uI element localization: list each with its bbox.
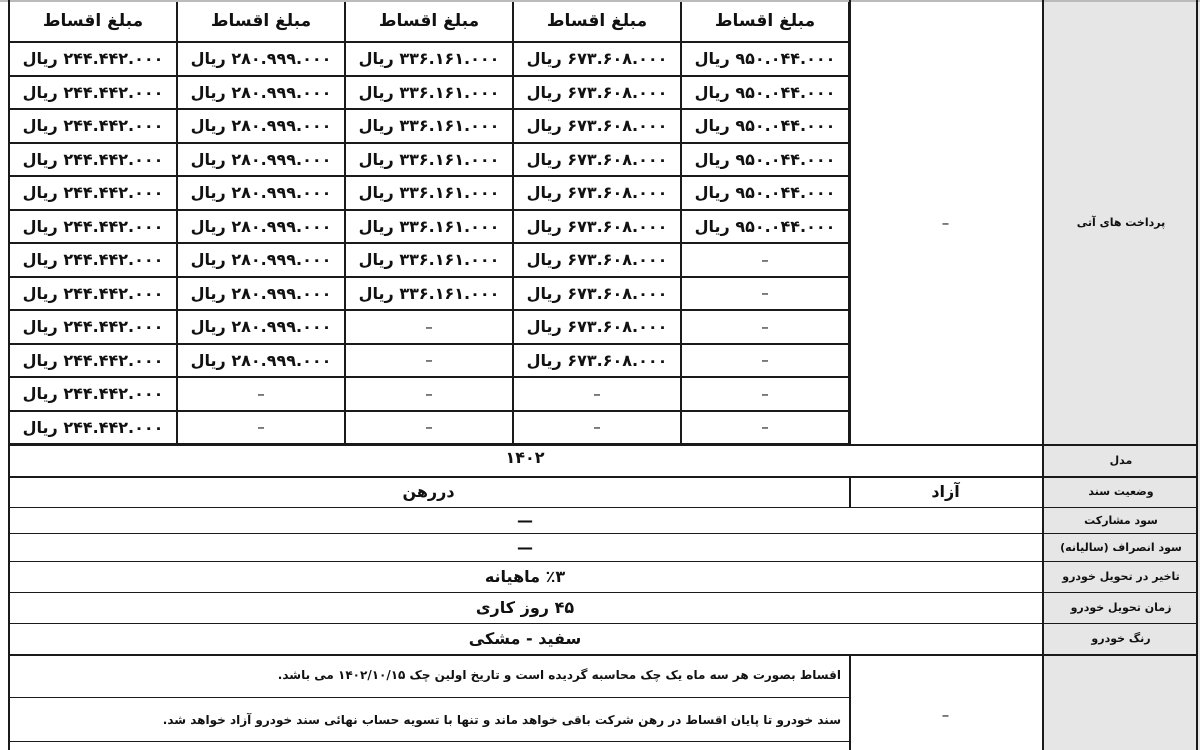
installment-amount: ۲۴۴.۴۴۲.۰۰۰ ریال [9, 176, 177, 210]
notes-label-background [1042, 654, 1200, 750]
border-row-533 [8, 533, 1198, 534]
installment-empty: – [177, 411, 345, 445]
installment-amount: ۳۳۶.۱۶۱.۰۰۰ ریال [345, 76, 513, 110]
installment-amount: ۲۸۰.۹۹۹.۰۰۰ ریال [177, 109, 345, 143]
installment-amount: ۹۵۰.۰۴۴.۰۰۰ ریال [681, 210, 849, 244]
installment-amount: ۲۴۴.۴۴۲.۰۰۰ ریال [9, 344, 177, 378]
installment-amount: ۶۷۳.۶۰۸.۰۰۰ ریال [513, 243, 681, 277]
installment-empty: – [345, 411, 513, 445]
installment-amount: ۲۴۴.۴۴۲.۰۰۰ ریال [9, 76, 177, 110]
installment-amount: ۶۷۳.۶۰۸.۰۰۰ ریال [513, 42, 681, 76]
installment-amount: ۲۴۴.۴۴۲.۰۰۰ ریال [9, 310, 177, 344]
border-left [8, 0, 10, 750]
border-notes-divider [849, 654, 851, 750]
car-color-label: رنگ خودرو [1042, 623, 1200, 654]
installment-amount: ۶۷۳.۶۰۸.۰۰۰ ریال [513, 143, 681, 177]
border-row-476 [8, 476, 1198, 478]
border-status-divider [849, 476, 851, 507]
installment-empty: – [345, 377, 513, 411]
border-right [1196, 0, 1198, 750]
border-label-left [1042, 0, 1044, 750]
installment-amount: ۲۸۰.۹۹۹.۰۰۰ ریال [177, 310, 345, 344]
border-side-left [849, 0, 851, 445]
installment-empty: – [681, 411, 849, 445]
border-note-divider [8, 697, 849, 698]
installment-empty: – [681, 277, 849, 311]
border-row-623 [8, 623, 1198, 624]
model-label: مدل [1042, 445, 1200, 476]
installment-amount: ۹۵۰.۰۴۴.۰۰۰ ریال [681, 176, 849, 210]
installment-empty: – [681, 344, 849, 378]
installment-amount: ۶۷۳.۶۰۸.۰۰۰ ریال [513, 310, 681, 344]
delivery-delay-label: تاخیر در تحویل خودرو [1042, 561, 1200, 592]
installment-empty: – [177, 377, 345, 411]
installment-amount: ۹۵۰.۰۴۴.۰۰۰ ریال [681, 143, 849, 177]
installment-amount: ۶۷۳.۶۰۸.۰۰۰ ریال [513, 344, 681, 378]
installment-amount: ۲۴۴.۴۴۲.۰۰۰ ریال [9, 277, 177, 311]
installment-amount: ۳۳۶.۱۶۱.۰۰۰ ریال [345, 143, 513, 177]
installment-amount: ۲۴۴.۴۴۲.۰۰۰ ریال [9, 42, 177, 76]
note-line-2: سند خودرو تا پایان اقساط در رهن شرکت باقی خواهد ماند و تنها با تسویه حساب نهائی سند خودرو آزاد خواهد شد. [162, 713, 841, 727]
car-color-value: سفید - مشکی [468, 629, 582, 648]
border-row-592 [8, 592, 1198, 593]
installment-amount: ۳۳۶.۱۶۱.۰۰۰ ریال [345, 277, 513, 311]
border-note-bottom [8, 741, 849, 742]
delivery-delay-value: ٪۳ ماهیانه [484, 567, 566, 586]
installment-amount: ۲۸۰.۹۹۹.۰۰۰ ریال [177, 42, 345, 76]
future-payments-label: پرداخت های آتی [1042, 0, 1200, 445]
installment-amount: ۲۸۰.۹۹۹.۰۰۰ ریال [177, 344, 345, 378]
installment-amount: ۹۵۰.۰۴۴.۰۰۰ ریال [681, 76, 849, 110]
installment-amount: ۲۴۴.۴۴۲.۰۰۰ ریال [9, 377, 177, 411]
border-row-654 [8, 654, 1198, 656]
installment-empty: – [513, 377, 681, 411]
installment-amount: ۲۴۴.۴۴۲.۰۰۰ ریال [9, 243, 177, 277]
notes-side-value: – [941, 706, 950, 724]
delivery-time-value: ۴۵ روز کاری [475, 598, 575, 617]
installment-amount: ۶۷۳.۶۰۸.۰۰۰ ریال [513, 109, 681, 143]
document-status-free: آزاد [931, 482, 960, 501]
installment-amount: ۲۴۴.۴۴۲.۰۰۰ ریال [9, 210, 177, 244]
document-status-mortgaged: دررهن [402, 482, 455, 501]
installment-empty: – [681, 377, 849, 411]
installment-amount: ۳۳۶.۱۶۱.۰۰۰ ریال [345, 243, 513, 277]
installment-amount: ۲۸۰.۹۹۹.۰۰۰ ریال [177, 210, 345, 244]
installment-column-header: مبلغ اقساط [513, 0, 681, 42]
installment-amount: ۲۴۴.۴۴۲.۰۰۰ ریال [9, 109, 177, 143]
installment-empty: – [513, 411, 681, 445]
installment-empty: – [345, 310, 513, 344]
installment-empty: – [681, 310, 849, 344]
installment-column-header: مبلغ اقساط [681, 0, 849, 42]
installment-column-header: مبلغ اقساط [9, 0, 177, 42]
installment-amount: ۶۷۳.۶۰۸.۰۰۰ ریال [513, 277, 681, 311]
installment-amount: ۳۳۶.۱۶۱.۰۰۰ ریال [345, 210, 513, 244]
future-payments-side-value: – [941, 213, 950, 232]
installment-amount: ۶۷۳.۶۰۸.۰۰۰ ریال [513, 76, 681, 110]
installment-amount: ۲۸۰.۹۹۹.۰۰۰ ریال [177, 176, 345, 210]
border-row-507 [8, 507, 1198, 508]
installment-amount: ۲۸۰.۹۹۹.۰۰۰ ریال [177, 243, 345, 277]
installment-column-header: مبلغ اقساط [345, 0, 513, 42]
note-line-1: اقساط بصورت هر سه ماه یک چک محاسبه گردیده است و تاریخ اولین چک ۱۴۰۲/۱۰/۱۵ می باشد. [277, 668, 841, 682]
installment-amount: ۲۸۰.۹۹۹.۰۰۰ ریال [177, 277, 345, 311]
installment-amount: ۲۴۴.۴۴۲.۰۰۰ ریال [9, 411, 177, 445]
installment-amount: ۳۳۶.۱۶۱.۰۰۰ ریال [345, 42, 513, 76]
border-row-561 [8, 561, 1198, 562]
installment-amount: ۳۳۶.۱۶۱.۰۰۰ ریال [345, 109, 513, 143]
installment-amount: ۲۴۴.۴۴۲.۰۰۰ ریال [9, 143, 177, 177]
installment-empty: – [345, 344, 513, 378]
document-status-label: وضعیت سند [1042, 476, 1200, 507]
installment-amount: ۶۷۳.۶۰۸.۰۰۰ ریال [513, 210, 681, 244]
participation-profit-label: سود مشارکت [1042, 507, 1200, 533]
participation-profit-value: — [517, 510, 533, 530]
installment-column-header: مبلغ اقساط [177, 0, 345, 42]
cancellation-profit-label: سود انصراف (سالیانه) [1042, 533, 1200, 561]
delivery-time-label: زمان تحویل خودرو [1042, 592, 1200, 623]
installment-amount: ۹۵۰.۰۴۴.۰۰۰ ریال [681, 42, 849, 76]
installment-amount: ۹۵۰.۰۴۴.۰۰۰ ریال [681, 109, 849, 143]
installment-empty: – [681, 243, 849, 277]
model-value: ۱۴۰۲ [505, 448, 545, 467]
installment-amount: ۶۷۳.۶۰۸.۰۰۰ ریال [513, 176, 681, 210]
border-top-stub [0, 0, 1200, 2]
installment-amount: ۲۸۰.۹۹۹.۰۰۰ ریال [177, 76, 345, 110]
installment-amount: ۲۸۰.۹۹۹.۰۰۰ ریال [177, 143, 345, 177]
border-row-445 [8, 444, 1198, 446]
cancellation-profit-value: — [517, 537, 533, 557]
installment-amount: ۳۳۶.۱۶۱.۰۰۰ ریال [345, 176, 513, 210]
